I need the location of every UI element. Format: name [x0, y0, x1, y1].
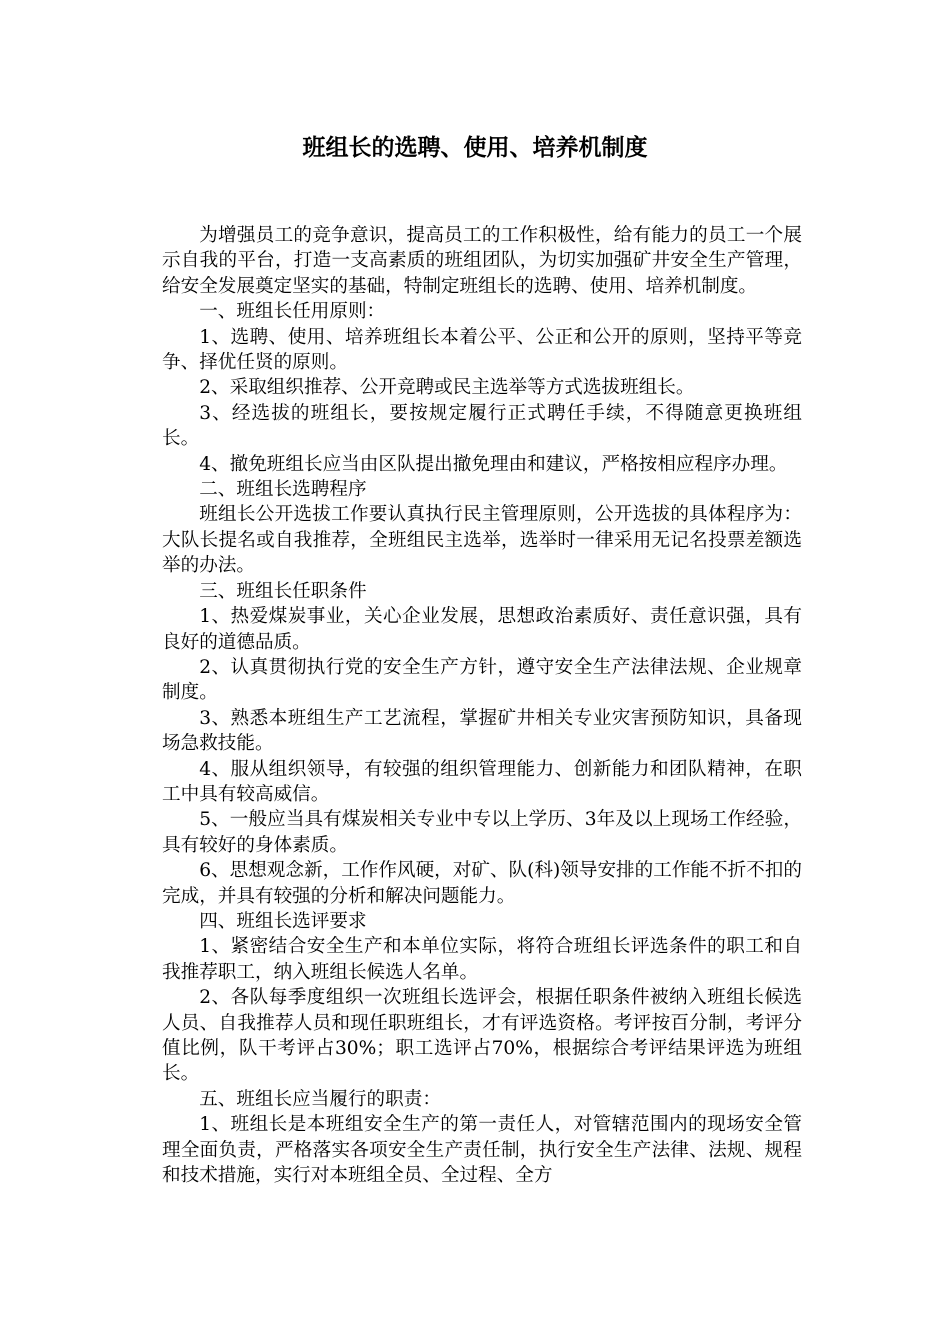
paragraph: 4、服从组织领导，有较强的组织管理能力、创新能力和团队精神，在职工中具有较高威信。: [162, 758, 802, 805]
section-heading-1: 一、班组长任用原则：: [199, 301, 386, 323]
paragraph: 6、思想观念新，工作作风硬，对矿、队(科)领导安排的工作能不折不扣的完成，并具有较强的分析和解决问题能力。: [162, 860, 802, 907]
paragraph: 1、热爱煤炭事业，关心企业发展，思想政治素质好、责任意识强，具有良好的道德品质。: [162, 606, 802, 653]
paragraph: 1、班组长是本班组安全生产的第一责任人，对管辖范围内的现场安全管理全面负责，严格落实各项安全生产责任制，执行安全生产法律、法规、规程和技术措施，实行对本班组全员、全过程、全方: [162, 1114, 802, 1187]
paragraph: 5、一般应当具有煤炭相关专业中专以上学历、3年及以上现场工作经验，具有较好的身体素质。: [162, 809, 802, 856]
section-heading-3: 三、班组长任职条件: [199, 580, 367, 602]
paragraph: 2、采取组织推荐、公开竞聘或民主选举等方式选拔班组长。: [199, 377, 695, 399]
paragraph: 4、撤免班组长应当由区队提出撤免理由和建议，严格按相应程序办理。: [199, 453, 788, 475]
paragraph: 2、各队每季度组织一次班组长选评会，根据任职条件被纳入班组长候选人员、自我推荐人员和现任职班组长，才有评选资格。考评按百分制，考评分值比例，队干考评占30%；职工选评占70%，根据综合考评结果评选为班组长。: [162, 987, 802, 1085]
paragraph: 班组长公开选拔工作要认真执行民主管理原则，公开选拔的具体程序为：大队长提名或自我推荐，全班组民主选举，选举时一律采用无记名投票差额选举的办法。: [162, 504, 802, 577]
paragraph: 3、熟悉本班组生产工艺流程，掌握矿井相关专业灾害预防知识，具备现场急救技能。: [162, 707, 802, 755]
section-heading-5: 五、班组长应当履行的职责：: [199, 1088, 441, 1110]
paragraph: 3、经选拔的班组长，要按规定履行正式聘任手续，不得随意更换班组长。: [162, 402, 802, 450]
paragraph: 1、选聘、使用、培养班组长本着公平、公正和公开的原则，坚持平等竞争、择优任贤的原则。: [162, 326, 802, 374]
paragraph: 2、认真贯彻执行党的安全生产方针，遵守安全生产法律法规、企业规章制度。: [162, 656, 802, 704]
document-title: 班组长的选聘、使用、培养机制度: [302, 134, 648, 161]
document-body: [162, 223, 802, 1188]
section-heading-2: 二、班组长选聘程序: [199, 479, 367, 501]
section-heading-4: 四、班组长选评要求: [199, 910, 367, 932]
paragraph: 1、紧密结合安全生产和本单位实际，将符合班组长评选条件的职工和自我推荐职工，纳入班组长候选人名单。: [162, 936, 802, 983]
intro-paragraph: 为增强员工的竞争意识，提高员工的工作积极性，给有能力的员工一个展示自我的平台，打造一支高素质的班组团队，为切实加强矿井安全生产管理，给安全发展奠定坚实的基础，特制定班组长的选聘、使用、培养机制度。: [162, 225, 802, 297]
